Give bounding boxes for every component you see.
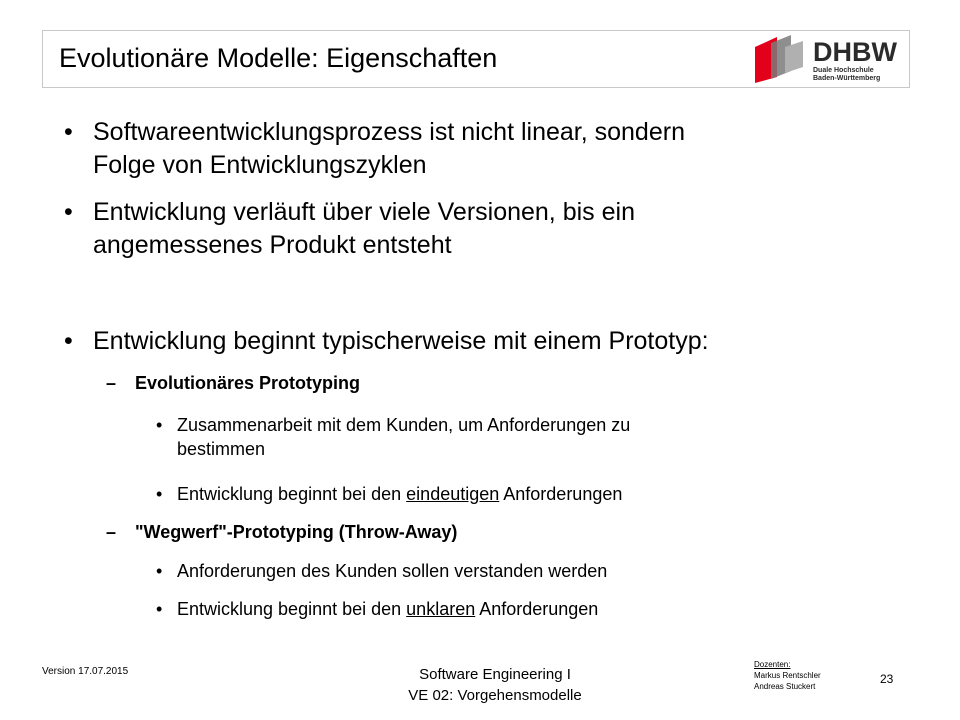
bullet-dot-icon: • [64,198,73,226]
bullet-dot-icon: • [156,415,163,435]
dash-icon: – [106,373,117,393]
bullet-dot-icon: • [156,599,163,619]
dash-icon: – [106,522,117,542]
emphasis-unklaren: unklaren [406,599,476,619]
logo-wordmark: DHBW [813,37,897,67]
emphasis-eindeutigen: eindeutigen [406,484,500,504]
slide-title: Evolutionäre Modelle: Eigenschaften [59,43,498,73]
slide-content: • Softwareentwicklungsprozess ist nicht linear, sondern Folge von Entwicklungszyklen • Entwicklung verläuft über viele Versionen, bis ein angemessenes Produkt entsteht • Entwicklung beginnt typischerweise mit einem Prototyp: – Evolutionäres Prototyping • Zusammenarbeit mit dem Kunden, um Anforderungen zu bestimmen • Entwicklung beginnt bei den eindeutigen Anforderungen – "Wegwerf"-Prototyping (Throw-Away) • Anforderungen des Kunden sollen verstanden werden • Entwicklung beginnt bei den unklaren Anforderungen [64,118,709,619]
logo-subtitle: Duale Hochschule Baden-Württemberg [813,67,881,82]
footer-lecturers: Dozenten: Markus Rentschler Andreas Stuckert [754,660,821,691]
footer-version: Version 17.07.2015 [42,666,129,677]
page-number: 23 [880,672,894,686]
bullet-dot-icon: • [64,327,73,355]
bullet-dot-icon: • [156,484,163,504]
footer-course: Software Engineering I VE 02: Vorgehensmodelle [408,666,582,704]
bullet-dot-icon: • [156,561,163,581]
bullet-dot-icon: • [64,118,73,146]
